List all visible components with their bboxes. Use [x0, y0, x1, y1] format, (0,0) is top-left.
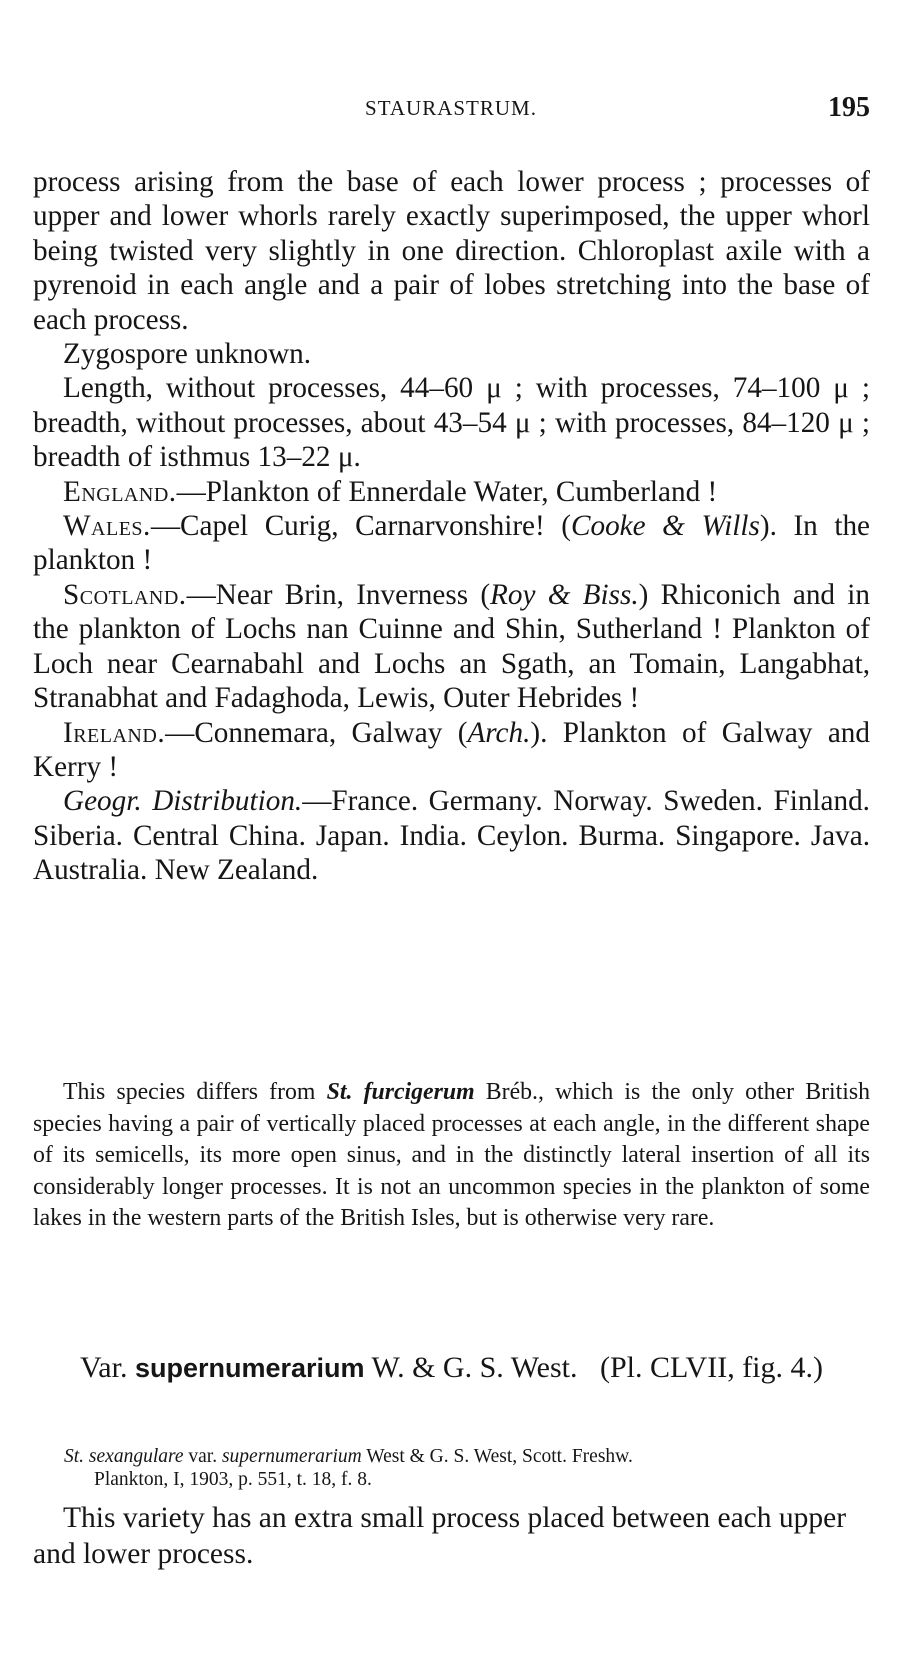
species-description [33, 165, 870, 888]
variety-heading [33, 1348, 870, 1388]
running-head [32, 92, 870, 132]
locality-scotland [33, 578, 870, 716]
locality-wales [33, 509, 870, 578]
distribution-label: Geogr. Distribution. [63, 785, 303, 818]
locality-text: —Plankton of Ennerdale Water, Cumberland ! [176, 475, 718, 508]
region-name: England. [63, 475, 177, 508]
citation-text: West & G. S. West, Scott. Freshw. [361, 1446, 633, 1467]
locality-text: ). In the plankton ! [33, 510, 870, 577]
variety-authority: W. & G. S. West. [364, 1351, 578, 1384]
species-name: St. furcigerum [326, 1079, 475, 1105]
authority-citation: Cooke & Wills [571, 510, 760, 543]
variety-prefix: Var. [79, 1351, 128, 1384]
running-title: STAURASTRUM. [365, 96, 537, 120]
locality-ireland [33, 716, 870, 785]
plate-reference: (Pl. CLVII, fig. 4.) [599, 1351, 824, 1384]
var-label: var. [183, 1446, 222, 1467]
zygospore-line: Zygospore unknown. [63, 338, 312, 371]
authority-citation: Arch. [467, 716, 531, 749]
synonym-reference [64, 1445, 870, 1491]
authority-citation: Roy & Biss. [490, 578, 639, 611]
note-text: This species differs from [63, 1079, 327, 1105]
note-text: Bréb., which is the only other British species having a pair of vertically placed processes at each angle, in the different shape of its semicells, its more open sinus, and in the distinctly lateral insertion of all its considerably longer processes. It is not an uncommon species in the plankton of some lakes in the western parts of the British Isles, but is otherwise very rare. [33, 1079, 870, 1232]
locality-text: —Connemara, Galway ( [165, 716, 468, 749]
locality-text: —Capel Curig, Carnarvonshire! ( [150, 510, 572, 543]
locality-text: ) Rhiconich and in the plankton of Lochs nan Cuinne and Shin, Sutherland ! Plankton of Loch near Cearnabahl and Lochs an Sgath, an Tomain, Langabhat, Stranabhat and Fadaghoda, Lewis, Outer Hebrides ! [33, 578, 870, 715]
comparison-note [33, 1077, 870, 1235]
variety-name: supernumerarium [134, 1353, 365, 1383]
locality-england [33, 475, 870, 509]
locality-text: ). Plankton of Galway and Kerry ! [33, 716, 870, 783]
synonym-name: St. sexangulare [64, 1446, 184, 1467]
variety-description: This variety has an extra small process placed between each upper and lower process. [33, 1502, 847, 1570]
locality-text: —Near Brin, Inverness ( [186, 578, 491, 611]
region-name: Ireland. [63, 716, 166, 749]
distribution-text: —France. Germany. Norway. Sweden. Finland. Siberia. Central China. Japan. India. Ceylon. Burma. Singapore. Java. Australia. New Zealand. [33, 785, 870, 887]
synonym-variety: supernumerarium [221, 1446, 362, 1467]
region-name: Wales. [63, 510, 151, 543]
description-paragraph: process arising from the base of each lower process ; processes of upper and lower whorls rarely exactly superimposed, the upper whorl being twisted very slightly in one direction. Chloroplast axile with a pyrenoid in each angle and a pair of lobes stretching into the base of each process. [33, 166, 870, 336]
measurements-paragraph: Length, without processes, 44–60 μ ; with processes, 74–100 μ ; breadth, without processes, about 43–54 μ ; with processes, 84–120 μ ; breadth of isthmus 13–22 μ. [33, 372, 870, 474]
citation-text: Plankton, I, 1903, p. 551, t. 18, f. 8. [94, 1469, 372, 1490]
region-name: Scotland. [63, 578, 187, 611]
geographic-distribution [33, 784, 870, 887]
page-number: 195 [828, 92, 870, 123]
